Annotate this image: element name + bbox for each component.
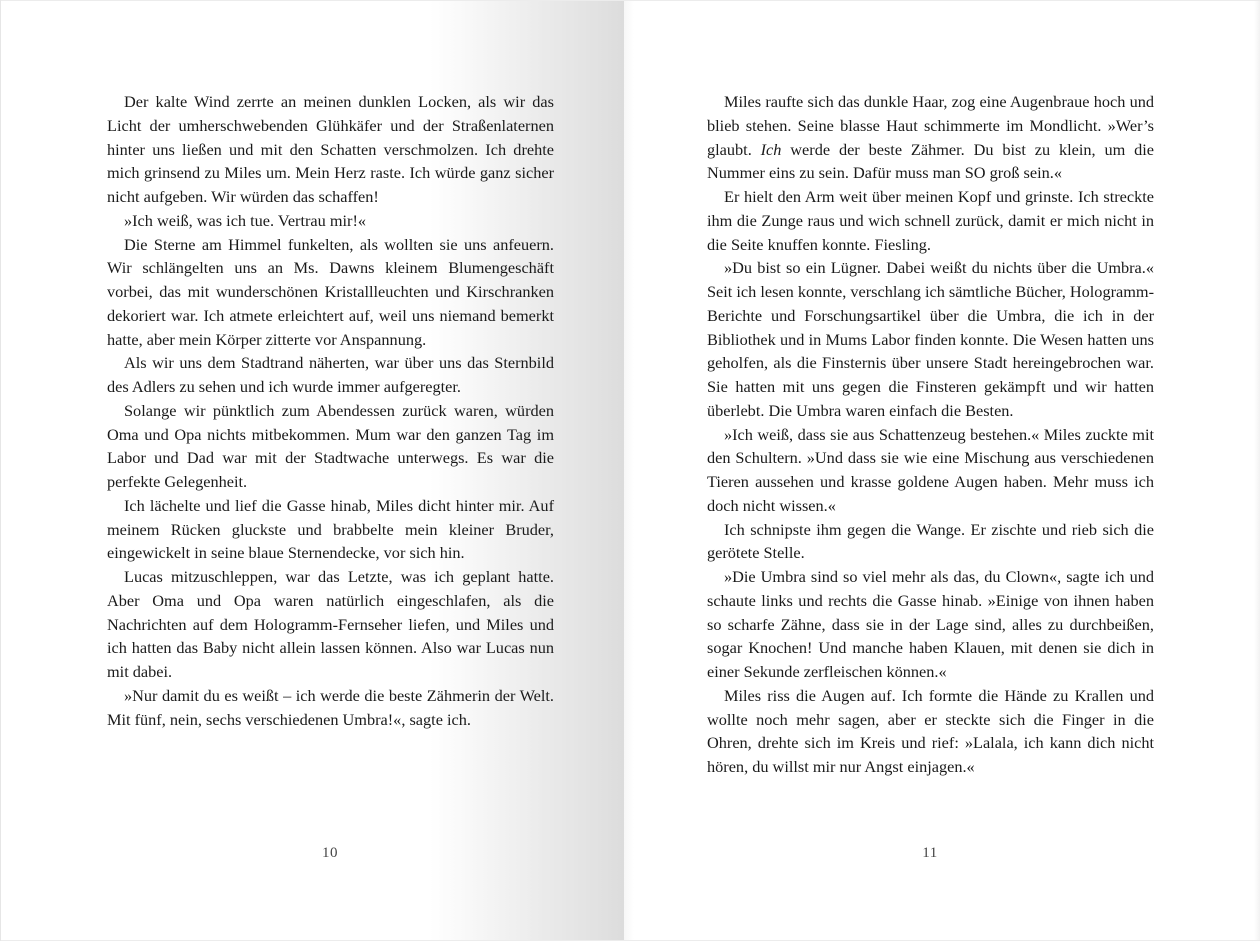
paragraph: Solange wir pünktlich zum Abendessen zurück waren, würden Oma und Opa nichts mitbekommen. Mum war den ganzen Tag im Labor und Dad war mit der Stadtwache unterwegs. Es war die perfekte Gelegenheit. <box>107 400 554 491</box>
paragraph <box>707 518 1154 566</box>
paragraph: Die Sterne am Himmel funkelten, als wollten sie uns anfeuern. Wir schlängelten uns an Ms. Dawns kleinem Blumengeschäft vorbei, das mit wunderschönen Kristallleuchten und Kirschranken dekoriert war. Ich atmete erleichtert auf, weil uns niemand bemerkt hatte, aber mein Körper zitterte vor Anspannung. <box>107 234 554 349</box>
paragraph-text: Er hielt den Arm weit über meinen Kopf und grinste. Ich streckte ihm die Zunge raus und wich schnell zurück, damit er mich nicht in die Seite knuffen konnte. Fiesling. <box>707 187 1154 254</box>
emphasis-text: Ich <box>760 139 782 159</box>
paragraph-text: werde der beste Zähmer. Du bist zu klein, um die Nummer eins zu sein. Dafür muss man SO groß sein.« <box>707 139 1155 183</box>
paragraph <box>707 256 1154 422</box>
page-number-right: 11 <box>922 845 938 861</box>
paragraph: Ich lächelte und lief die Gasse hinab, Miles dicht hinter mir. Auf meinem Rücken gluckste und brabbelte mein kleiner Bruder, eingewickelt in seine blaue Sternendecke, vor sich hin. <box>107 495 554 563</box>
left-page <box>0 0 624 941</box>
paragraph: Lucas mitzuschleppen, war das Letzte, was ich geplant hatte. Aber Oma und Opa waren natürlich eingeschlafen, als die Nachrichten auf dem Hologramm-Fernseher liefen, und Miles und ich hatten das Baby nicht allein lassen können. Also war Lucas nun mit dabei. <box>107 567 554 681</box>
paragraph: »Nur damit du es weißt – ich werde die beste Zähmerin der Welt. Mit fünf, nein, sechs verschiedenen Umbra!«, sagte ich. <box>107 685 554 729</box>
paragraph-text: Ich schnipste ihm gegen die Wange. Er zischte und rieb sich die gerötete Stelle. <box>707 519 1154 563</box>
paragraph <box>707 90 1154 185</box>
paragraph-text: »Ich weiß, dass sie aus Schattenzeug bestehen.« Miles zuckte mit den Schultern. »Und dass sie wie eine Mischung aus verschiedenen Tieren aussehen und krasse goldene Augen haben. Mehr muss ich doch nicht wissen.« <box>707 424 1154 515</box>
paragraph: »Ich weiß, was ich tue. Vertrau mir!« <box>124 210 367 230</box>
paragraph: Als wir uns dem Stadtrand näherten, war über uns das Sternbild des Adlers zu sehen und ich wurde immer aufgeregter. <box>107 353 554 396</box>
page-number-left: 10 <box>322 845 338 861</box>
paragraph: Der kalte Wind zerrte an meinen dunklen Locken, als wir das Licht der umherschwebenden Glühkäfer und der Straßenlaternen hinter uns ließen und mit den Schatten verschmolzen. Ich drehte mich grinsend zu Miles um. Mein Herz raste. Ich würde ganz sicher nicht aufgeben. Wir würden das schaffen! <box>107 92 554 206</box>
paragraph <box>707 185 1154 256</box>
right-page-text <box>707 90 1154 779</box>
paragraph-text: Miles riss die Augen auf. Ich formte die Hände zu Krallen und wollte noch mehr sagen, aber er steckte sich die Finger in die Ohren, drehte sich im Kreis und rief: »Lalala, ich kann dich nicht hören, du willst mir nur Angst einjagen.« <box>707 685 1154 776</box>
paragraph-text: Miles raufte sich das dunkle Haar, zog eine Augenbraue hoch und blieb stehen. Seine blasse Haut schimmerte im Mondlicht. »Wer’s glaubt. <box>707 92 1154 159</box>
paragraph <box>707 565 1154 684</box>
paragraph-text: »Du bist so ein Lügner. Dabei weißt du nichts über die Umbra.« Seit ich lesen konnte, verschlang ich sämtliche Bücher, Hologramm-Berichte und Forschungsartikel über die Umbra, die ich in der Bibliothek und in Mums Labor finden konnte. Die Wesen hatten uns geholfen, als die Finsternis über unsere Stadt hereingebrochen war. Sie hatten mit uns gegen die Finsteren gekämpft und wir hatten überlebt. Die Umbra waren einfach die Besten. <box>707 258 1154 420</box>
paragraph-text: »Die Umbra sind so viel mehr als das, du Clown«, sagte ich und schaute links und rechts die Gasse hinab. »Einige von ihnen haben so scharfe Zähne, dass sie in der Lage sind, alles zu durchbeißen, sogar Knochen! Und manche haben Klauen, mit denen sie dich in einer Sekunde zerfleischen können.« <box>707 567 1154 681</box>
left-page-text <box>107 90 554 731</box>
right-page <box>624 0 1260 941</box>
paragraph <box>707 684 1154 779</box>
paragraph <box>707 423 1154 518</box>
